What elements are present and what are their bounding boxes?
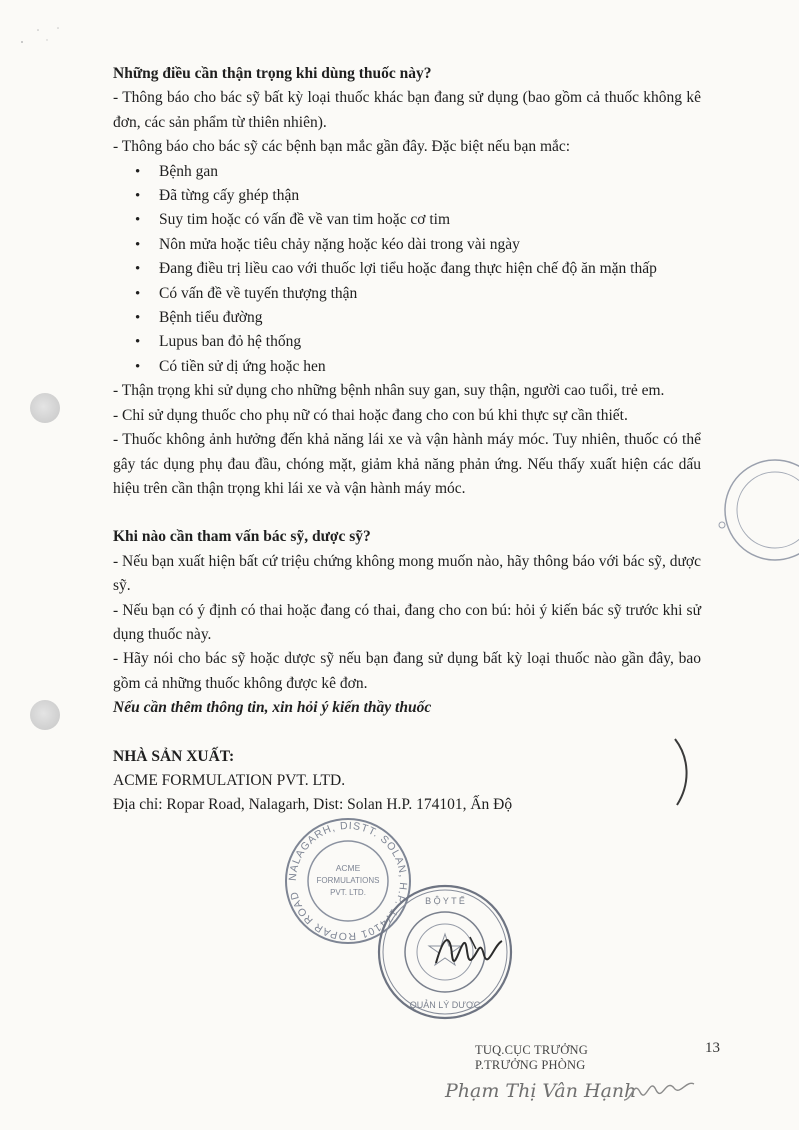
list-item: • Có vấn đề về tuyến thượng thận <box>135 282 701 306</box>
paragraph: - Nếu bạn có ý định có thai hoặc đang có thai, đang cho con bú: hỏi ý kiến bác sỹ trước khi sử dụng thuốc này. <box>113 601 701 643</box>
initials-scribble <box>620 1070 700 1110</box>
scan-specks <box>0 0 80 60</box>
edge-stamp-fragment <box>700 455 799 565</box>
stamp-ring-text: NALAGARH, DISTT. SOLAN, H.P.-174101 ROPAR ROAD <box>286 819 410 943</box>
page-number: 13 <box>705 1040 720 1056</box>
punch-hole <box>30 700 60 730</box>
list-item: • Suy tim hoặc có vấn đề về van tim hoặc cơ tim <box>135 208 701 232</box>
paragraph: - Thông báo cho bác sỹ các bệnh bạn mắc gần đây. Đặc biệt nếu bạn mắc: <box>113 138 571 156</box>
paragraph: - Thông báo cho bác sỹ bất kỳ loại thuốc khác bạn đang sử dụng (bao gồm cả thuốc không kê đơn, các sản phẩm từ thiên nhiên). <box>113 89 701 131</box>
list-item: • Bệnh gan <box>135 160 701 184</box>
svg-text:B Ộ Y T Ế: B Ộ Y T Ế <box>425 896 465 906</box>
list-item: • Bệnh tiểu đường <box>135 306 701 330</box>
handwritten-signature <box>430 925 510 985</box>
signer-title: P.TRƯỞNG PHÒNG <box>475 1058 586 1072</box>
paragraph: - Nếu bạn xuất hiện bất cứ triệu chứng không mong muốn nào, hãy thông báo với bác sỹ, dược sỹ. <box>113 552 701 595</box>
paragraph: - Thuốc không ảnh hưởng đến khả năng lái xe và vận hành máy móc. Tuy nhiên, thuốc có thể gây tác dụng phụ đau đầu, chóng mặt, giảm khả năng phản ứng. Nếu thấy xuất hiện các dấu hiệu trên cần thận trọng khi lái xe và vận hành máy móc. <box>113 431 701 497</box>
signer-name: Phạm Thị Vân Hạnh <box>445 1080 637 1102</box>
stamp-line: ACME <box>335 863 361 873</box>
punch-hole <box>30 393 60 423</box>
signature-block <box>475 1043 588 1073</box>
list-item: • Nôn mửa hoặc tiêu chảy nặng hoặc kéo dài trong vài ngày <box>135 233 701 257</box>
list-item: • Lupus ban đỏ hệ thống <box>135 330 701 354</box>
section-heading-precautions: Những điều cần thận trọng khi dùng thuốc này? <box>113 65 432 82</box>
paragraph: - Thận trọng khi sử dụng cho những bệnh nhân suy gan, suy thận, người cao tuổi, trẻ em. <box>113 382 665 400</box>
signer-title: TUQ.CỤC TRƯỞNG <box>475 1043 588 1057</box>
manufacturer-address: Địa chỉ: Ropar Road, Nalagarh, Dist: Solan H.P. 174101, Ấn Độ <box>113 796 513 814</box>
document-body <box>113 62 701 818</box>
info-note: Nếu cần thêm thông tin, xin hỏi ý kiến thầy thuốc <box>113 699 432 717</box>
svg-text:QUẢN LÝ DƯỢC: QUẢN LÝ DƯỢC <box>409 1000 481 1010</box>
condition-list <box>113 160 701 380</box>
paragraph: - Hãy nói cho bác sỹ hoặc dược sỹ nếu bạn đang sử dụng bất kỳ loại thuốc nào gần đây, bao gồm cả những thuốc không được kê đơn. <box>113 650 701 692</box>
manufacturer-name: ACME FORMULATION PVT. LTD. <box>113 771 346 789</box>
section-heading-consult: Khi nào cần tham vấn bác sỹ, dược sỹ? <box>113 528 371 546</box>
stamp-line: PVT. LTD. <box>330 888 366 897</box>
manufacturer-heading: NHÀ SẢN XUẤT: <box>113 747 235 765</box>
pen-mark <box>665 735 705 810</box>
paragraph: - Chỉ sử dụng thuốc cho phụ nữ có thai hoặc đang cho con bú khi thực sự cần thiết. <box>113 406 628 424</box>
list-item: • Có tiền sử dị ứng hoặc hen <box>135 355 701 379</box>
list-item: • Đã từng cấy ghép thận <box>135 184 701 208</box>
list-item: • Đang điều trị liều cao với thuốc lợi tiểu hoặc đang thực hiện chế độ ăn mặn thấp <box>135 257 701 281</box>
stamp-line: FORMULATIONS <box>316 876 380 885</box>
